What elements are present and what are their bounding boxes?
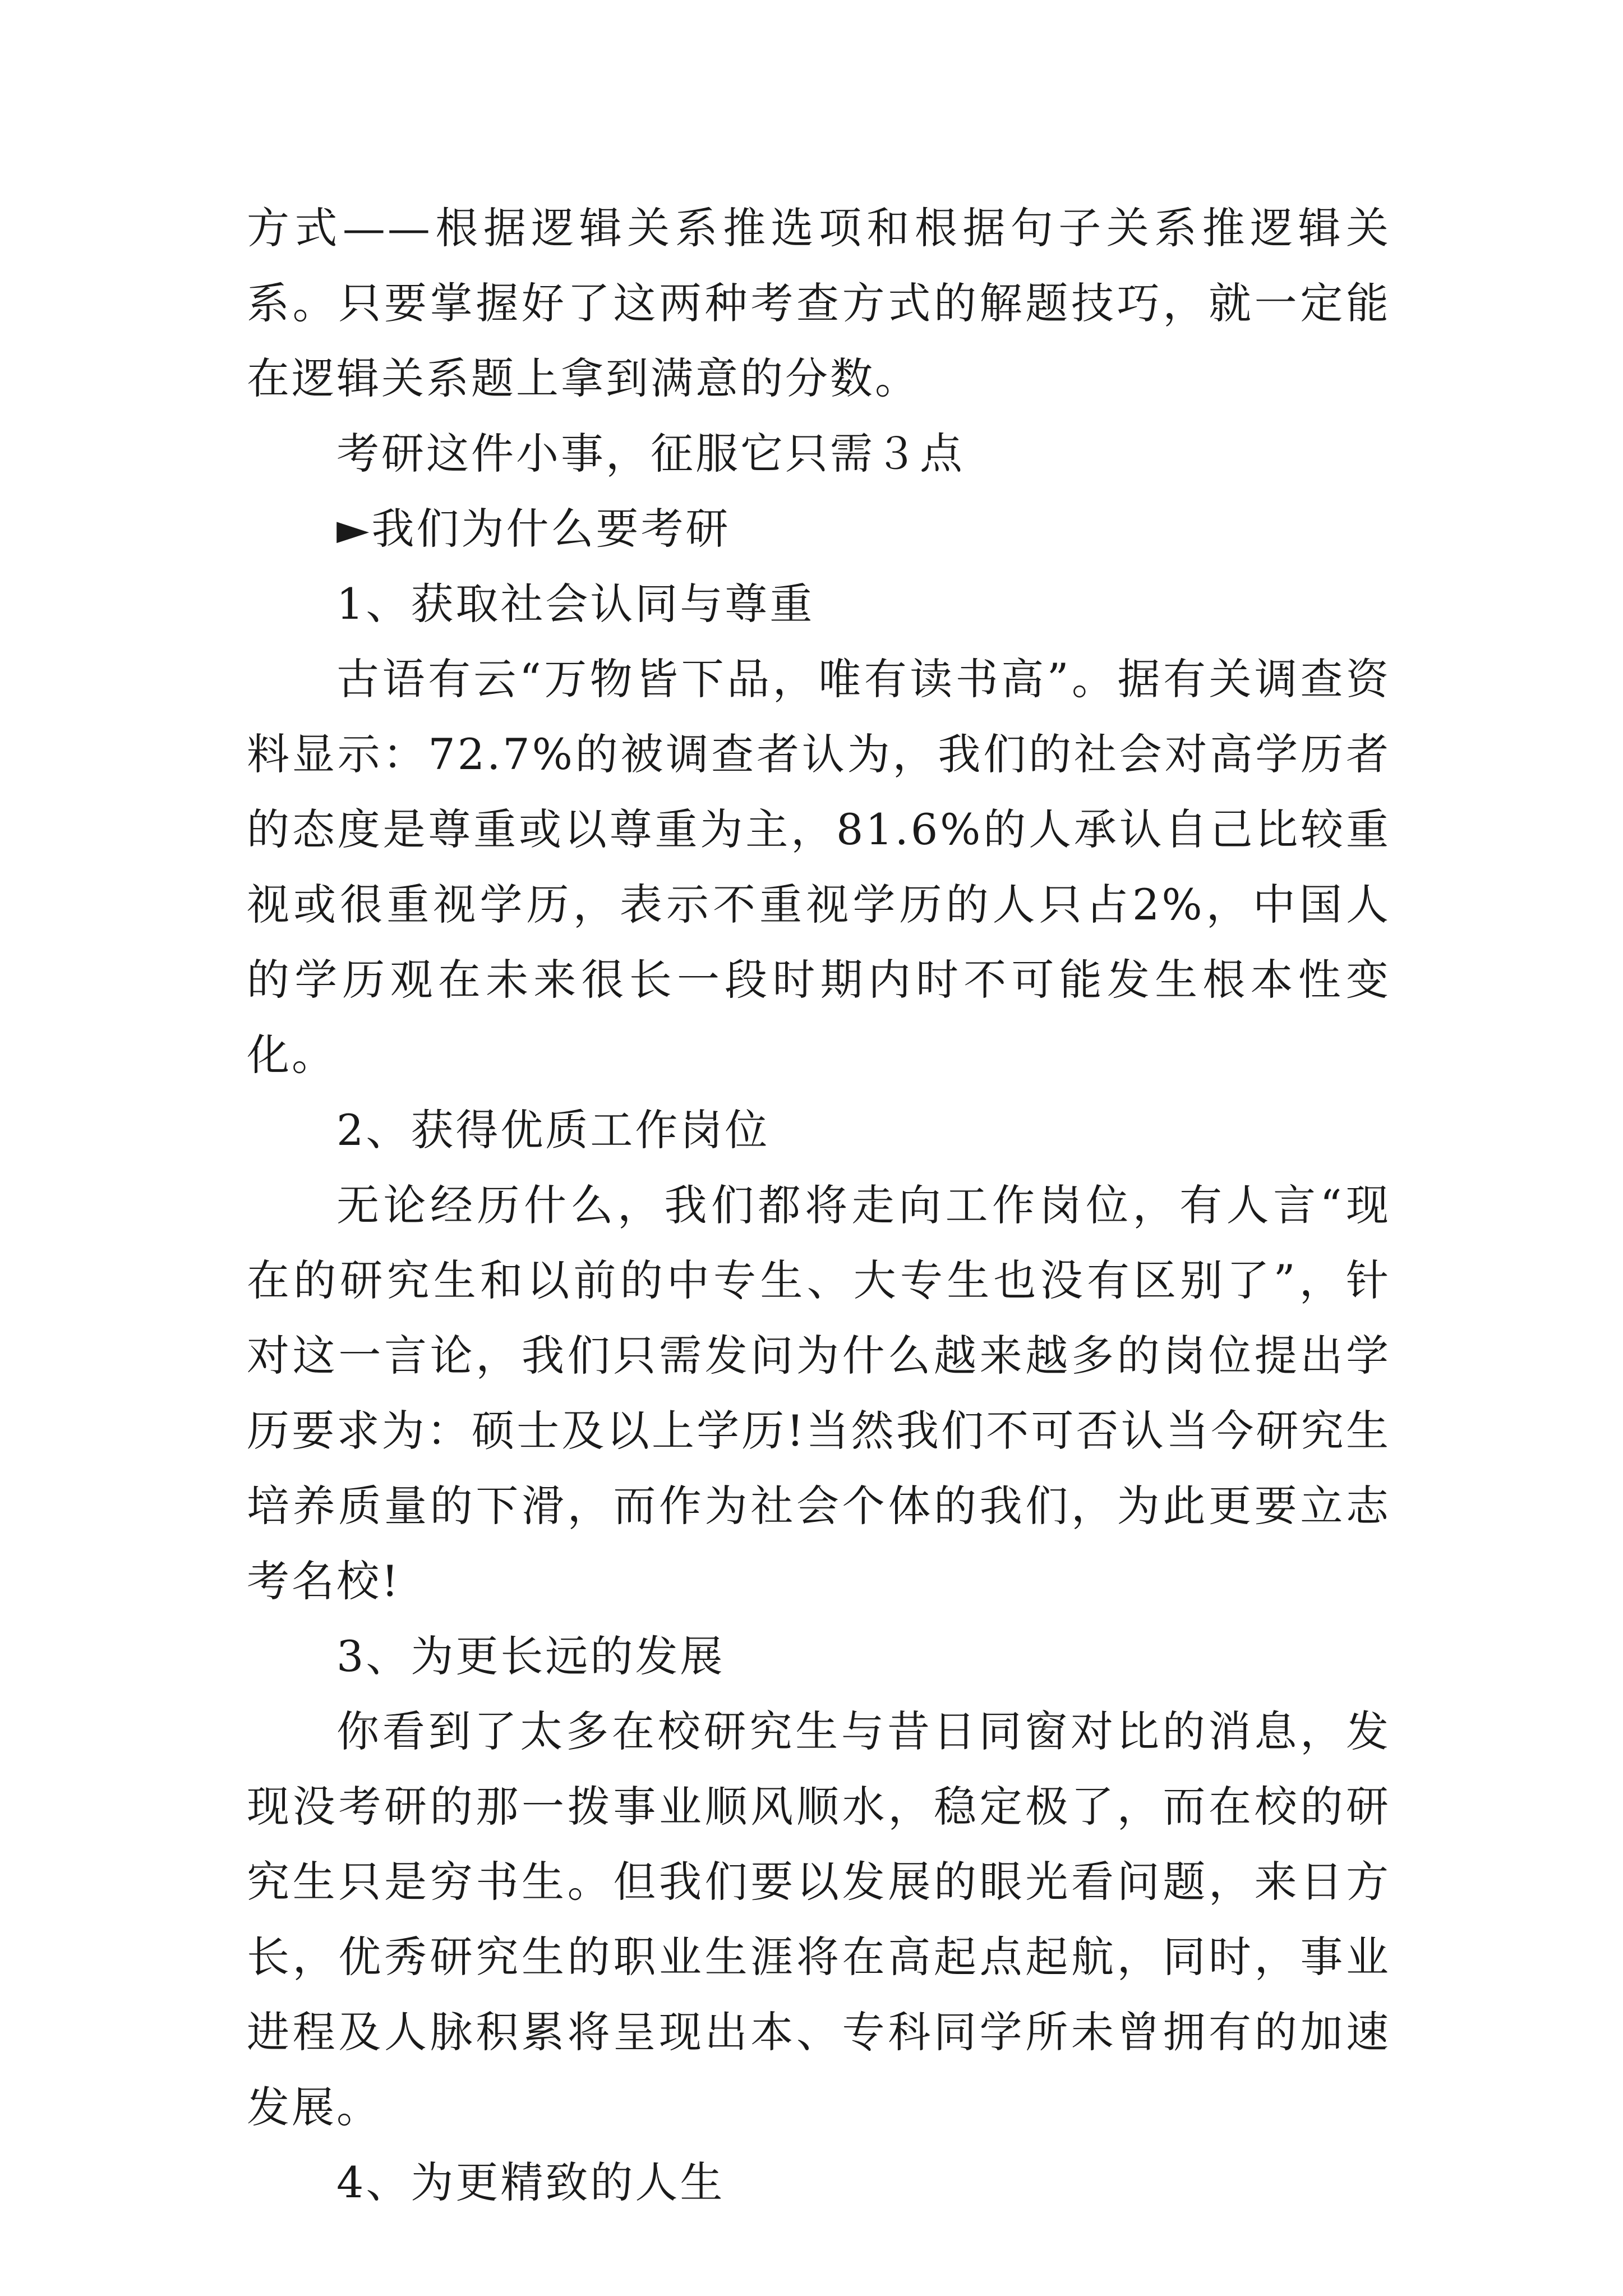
section-heading-why: ►我们为什么要考研 (336, 504, 731, 554)
paragraph-3: 你看到了太多在校研究生与昔日同窗对比的消息，发现没考研的那一拨事业顺风顺水，稳定极了，而在校的研究生只是穷书生。但我们要以发展的眼光看问题，来日方长，优秀研究生的职业生涯将在高起点起航，同时，事业进程及人脉积累将呈现出本、专科同学所未曾拥有的加速发展。 (247, 1706, 1391, 2132)
article-title: 考研这件小事，征服它只需３点 (336, 429, 965, 478)
subheading-2: 2、获得优质工作岗位 (336, 1105, 770, 1155)
paragraph-2: 无论经历什么，我们都将走向工作岗位，有人言“现在的研究生和以前的中专生、大专生也没有区别了”，针对这一言论，我们只需发问为什么越来越多的岗位提出学历要求为：硕士及以上学历!当然我们不可否认当今研究生培养质量的下滑，而作为社会个体的我们，为此更要立志考名校! (247, 1180, 1391, 1606)
paragraph-continuation: 方式——根据逻辑关系推选项和根据句子关系推逻辑关系。只要掌握好了这两种考查方式的解题技巧，就一定能在逻辑关系题上拿到满意的分数。 (247, 203, 1391, 403)
subheading-3: 3、为更长远的发展 (336, 1631, 725, 1681)
subheading-1: 1、获取社会认同与尊重 (336, 579, 815, 629)
subheading-4: 4、为更精致的人生 (336, 2157, 725, 2207)
paragraph-1: 古语有云“万物皆下品，唯有读书高”。据有关调查资料显示：72.7%的被调查者认为，我们的社会对高学历者的态度是尊重或以尊重为主，81.6%的人承认自己比较重视或很重视学历，表示不重视学历的人只占2%，中国人的学历观在未来很长一段时期内时不可能发生根本性变化。 (247, 654, 1391, 1080)
document-body (247, 191, 1391, 2220)
